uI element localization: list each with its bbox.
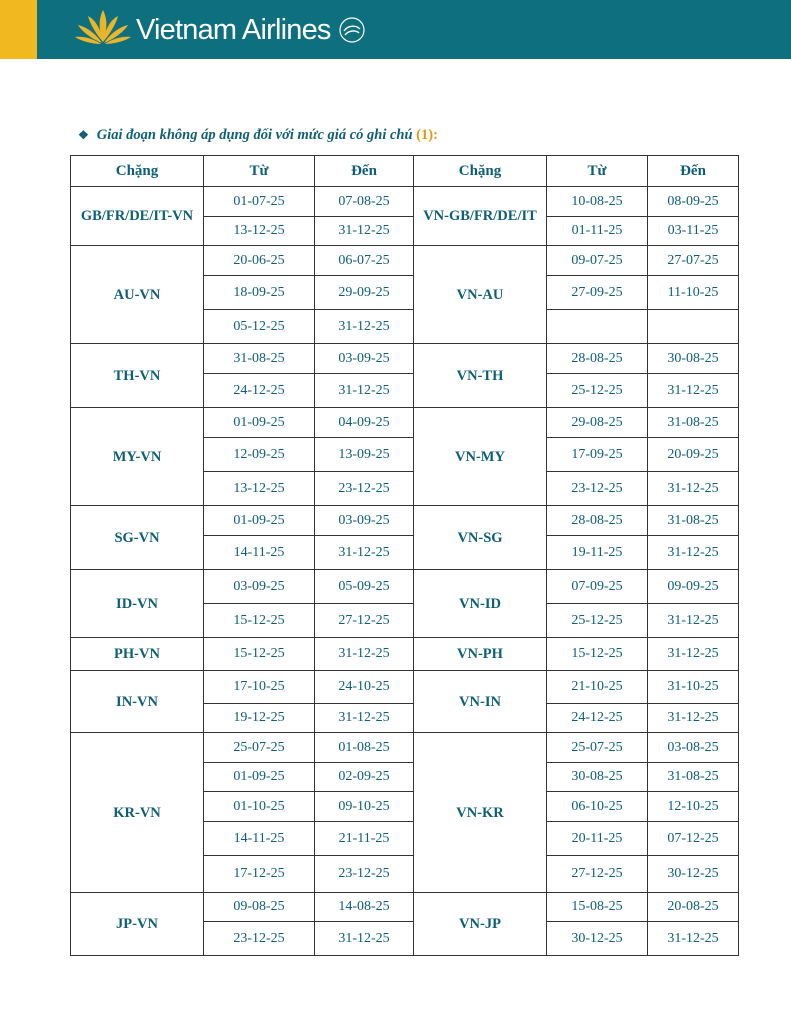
table-header-row xyxy=(71,156,739,187)
note-text: Giai đoạn không áp dụng đối với mức giá có ghi chú xyxy=(96,127,413,143)
outbound-to-cell: 23-12-25 xyxy=(315,472,414,506)
diamond-bullet-icon: ❖ xyxy=(78,128,89,142)
brand-name: Vietnam Airlines xyxy=(136,13,331,46)
inbound-from-cell: 28-08-25 xyxy=(547,506,648,536)
outbound-route-cell: MY-VN xyxy=(71,408,204,506)
outbound-from-cell: 17-12-25 xyxy=(204,856,315,893)
outbound-route-cell: IN-VN xyxy=(71,671,204,733)
outbound-from-cell: 24-12-25 xyxy=(204,374,315,408)
brand-logo[interactable] xyxy=(74,4,369,54)
table-row xyxy=(71,344,739,374)
blackout-period-table xyxy=(70,155,739,956)
inbound-from-cell: 25-07-25 xyxy=(547,733,648,763)
note-reference: (1): xyxy=(416,127,438,143)
table-row xyxy=(71,638,739,671)
outbound-from-cell: 25-07-25 xyxy=(204,733,315,763)
header-inbound-route: Chặng xyxy=(414,156,547,187)
inbound-to-cell: 31-12-25 xyxy=(648,472,739,506)
inbound-to-cell: 31-10-25 xyxy=(648,671,739,704)
inbound-from-cell: 30-08-25 xyxy=(547,763,648,792)
inbound-from-cell: 06-10-25 xyxy=(547,792,648,822)
inbound-from-cell: 15-12-25 xyxy=(547,638,648,671)
inbound-from-cell: 20-11-25 xyxy=(547,822,648,856)
inbound-from-cell: 21-10-25 xyxy=(547,671,648,704)
inbound-to-cell: 12-10-25 xyxy=(648,792,739,822)
table-row xyxy=(71,246,739,276)
inbound-from-cell: 07-09-25 xyxy=(547,570,648,604)
table-row xyxy=(71,506,739,536)
inbound-to-cell: 31-08-25 xyxy=(648,408,739,438)
table-row xyxy=(71,671,739,704)
outbound-to-cell: 31-12-25 xyxy=(315,310,414,344)
outbound-from-cell: 15-12-25 xyxy=(204,638,315,671)
inbound-to-cell xyxy=(648,310,739,344)
outbound-to-cell: 31-12-25 xyxy=(315,704,414,733)
inbound-to-cell: 20-08-25 xyxy=(648,893,739,922)
inbound-to-cell: 31-08-25 xyxy=(648,506,739,536)
table-row xyxy=(71,570,739,604)
outbound-route-cell: TH-VN xyxy=(71,344,204,408)
outbound-from-cell: 23-12-25 xyxy=(204,922,315,956)
outbound-to-cell: 09-10-25 xyxy=(315,792,414,822)
outbound-to-cell: 31-12-25 xyxy=(315,638,414,671)
outbound-from-cell: 09-08-25 xyxy=(204,893,315,922)
outbound-from-cell: 01-07-25 xyxy=(204,187,315,217)
inbound-to-cell: 03-08-25 xyxy=(648,733,739,763)
inbound-route-cell: VN-ID xyxy=(414,570,547,638)
inbound-from-cell: 23-12-25 xyxy=(547,472,648,506)
inbound-from-cell: 25-12-25 xyxy=(547,604,648,638)
skyteam-logo-icon xyxy=(335,13,369,47)
table-row xyxy=(71,733,739,763)
outbound-from-cell: 03-09-25 xyxy=(204,570,315,604)
inbound-from-cell: 01-11-25 xyxy=(547,217,648,246)
outbound-to-cell: 03-09-25 xyxy=(315,506,414,536)
outbound-to-cell: 31-12-25 xyxy=(315,536,414,570)
table-row xyxy=(71,408,739,438)
outbound-from-cell: 05-12-25 xyxy=(204,310,315,344)
outbound-route-cell: GB/FR/DE/IT-VN xyxy=(71,187,204,246)
table-row xyxy=(71,187,739,217)
outbound-to-cell: 31-12-25 xyxy=(315,374,414,408)
header-bar xyxy=(0,0,791,59)
inbound-from-cell: 10-08-25 xyxy=(547,187,648,217)
outbound-from-cell: 15-12-25 xyxy=(204,604,315,638)
inbound-to-cell: 31-08-25 xyxy=(648,763,739,792)
outbound-to-cell: 02-09-25 xyxy=(315,763,414,792)
note-heading xyxy=(78,127,438,144)
inbound-from-cell: 09-07-25 xyxy=(547,246,648,276)
outbound-from-cell: 01-09-25 xyxy=(204,506,315,536)
inbound-to-cell: 31-12-25 xyxy=(648,704,739,733)
inbound-route-cell: VN-PH xyxy=(414,638,547,671)
inbound-to-cell: 20-09-25 xyxy=(648,438,739,472)
inbound-to-cell: 31-12-25 xyxy=(648,922,739,956)
outbound-to-cell: 05-09-25 xyxy=(315,570,414,604)
outbound-to-cell: 24-10-25 xyxy=(315,671,414,704)
inbound-route-cell: VN-IN xyxy=(414,671,547,733)
outbound-from-cell: 13-12-25 xyxy=(204,217,315,246)
inbound-to-cell: 30-12-25 xyxy=(648,856,739,893)
outbound-route-cell: KR-VN xyxy=(71,733,204,893)
header-inbound-from: Từ xyxy=(547,156,648,187)
inbound-from-cell: 27-09-25 xyxy=(547,276,648,310)
outbound-to-cell: 23-12-25 xyxy=(315,856,414,893)
header-outbound-from: Từ xyxy=(204,156,315,187)
outbound-to-cell: 04-09-25 xyxy=(315,408,414,438)
table-row xyxy=(71,893,739,922)
inbound-to-cell: 09-09-25 xyxy=(648,570,739,604)
outbound-to-cell: 31-12-25 xyxy=(315,217,414,246)
inbound-from-cell: 27-12-25 xyxy=(547,856,648,893)
outbound-to-cell: 29-09-25 xyxy=(315,276,414,310)
outbound-to-cell: 06-07-25 xyxy=(315,246,414,276)
outbound-from-cell: 01-09-25 xyxy=(204,763,315,792)
outbound-to-cell: 14-08-25 xyxy=(315,893,414,922)
outbound-route-cell: PH-VN xyxy=(71,638,204,671)
outbound-from-cell: 18-09-25 xyxy=(204,276,315,310)
inbound-route-cell: VN-MY xyxy=(414,408,547,506)
outbound-to-cell: 21-11-25 xyxy=(315,822,414,856)
outbound-to-cell: 07-08-25 xyxy=(315,187,414,217)
outbound-route-cell: AU-VN xyxy=(71,246,204,344)
outbound-to-cell: 01-08-25 xyxy=(315,733,414,763)
outbound-from-cell: 14-11-25 xyxy=(204,536,315,570)
inbound-from-cell: 29-08-25 xyxy=(547,408,648,438)
outbound-route-cell: JP-VN xyxy=(71,893,204,956)
header-outbound-route: Chặng xyxy=(71,156,204,187)
inbound-to-cell: 31-12-25 xyxy=(648,374,739,408)
inbound-to-cell: 07-12-25 xyxy=(648,822,739,856)
header-outbound-to: Đến xyxy=(315,156,414,187)
inbound-to-cell: 31-12-25 xyxy=(648,536,739,570)
table-body xyxy=(71,187,739,956)
inbound-to-cell: 30-08-25 xyxy=(648,344,739,374)
inbound-to-cell: 08-09-25 xyxy=(648,187,739,217)
outbound-from-cell: 17-10-25 xyxy=(204,671,315,704)
outbound-from-cell: 13-12-25 xyxy=(204,472,315,506)
inbound-from-cell: 24-12-25 xyxy=(547,704,648,733)
inbound-to-cell: 31-12-25 xyxy=(648,604,739,638)
outbound-to-cell: 13-09-25 xyxy=(315,438,414,472)
outbound-from-cell: 01-09-25 xyxy=(204,408,315,438)
inbound-route-cell: VN-TH xyxy=(414,344,547,408)
outbound-to-cell: 03-09-25 xyxy=(315,344,414,374)
outbound-from-cell: 14-11-25 xyxy=(204,822,315,856)
inbound-from-cell: 25-12-25 xyxy=(547,374,648,408)
outbound-to-cell: 27-12-25 xyxy=(315,604,414,638)
inbound-from-cell: 19-11-25 xyxy=(547,536,648,570)
outbound-to-cell: 31-12-25 xyxy=(315,922,414,956)
inbound-route-cell: VN-AU xyxy=(414,246,547,344)
inbound-from-cell: 15-08-25 xyxy=(547,893,648,922)
outbound-route-cell: ID-VN xyxy=(71,570,204,638)
header-inbound-to: Đến xyxy=(648,156,739,187)
outbound-from-cell: 31-08-25 xyxy=(204,344,315,374)
inbound-route-cell: VN-GB/FR/DE/IT xyxy=(414,187,547,246)
inbound-to-cell: 03-11-25 xyxy=(648,217,739,246)
outbound-from-cell: 19-12-25 xyxy=(204,704,315,733)
inbound-from-cell: 30-12-25 xyxy=(547,922,648,956)
inbound-to-cell: 11-10-25 xyxy=(648,276,739,310)
inbound-route-cell: VN-SG xyxy=(414,506,547,570)
inbound-to-cell: 31-12-25 xyxy=(648,638,739,671)
inbound-from-cell xyxy=(547,310,648,344)
header-accent-stripe xyxy=(0,0,37,59)
outbound-from-cell: 20-06-25 xyxy=(204,246,315,276)
lotus-icon xyxy=(74,8,132,50)
outbound-route-cell: SG-VN xyxy=(71,506,204,570)
inbound-route-cell: VN-JP xyxy=(414,893,547,956)
outbound-from-cell: 01-10-25 xyxy=(204,792,315,822)
inbound-from-cell: 17-09-25 xyxy=(547,438,648,472)
inbound-route-cell: VN-KR xyxy=(414,733,547,893)
inbound-to-cell: 27-07-25 xyxy=(648,246,739,276)
outbound-from-cell: 12-09-25 xyxy=(204,438,315,472)
inbound-from-cell: 28-08-25 xyxy=(547,344,648,374)
